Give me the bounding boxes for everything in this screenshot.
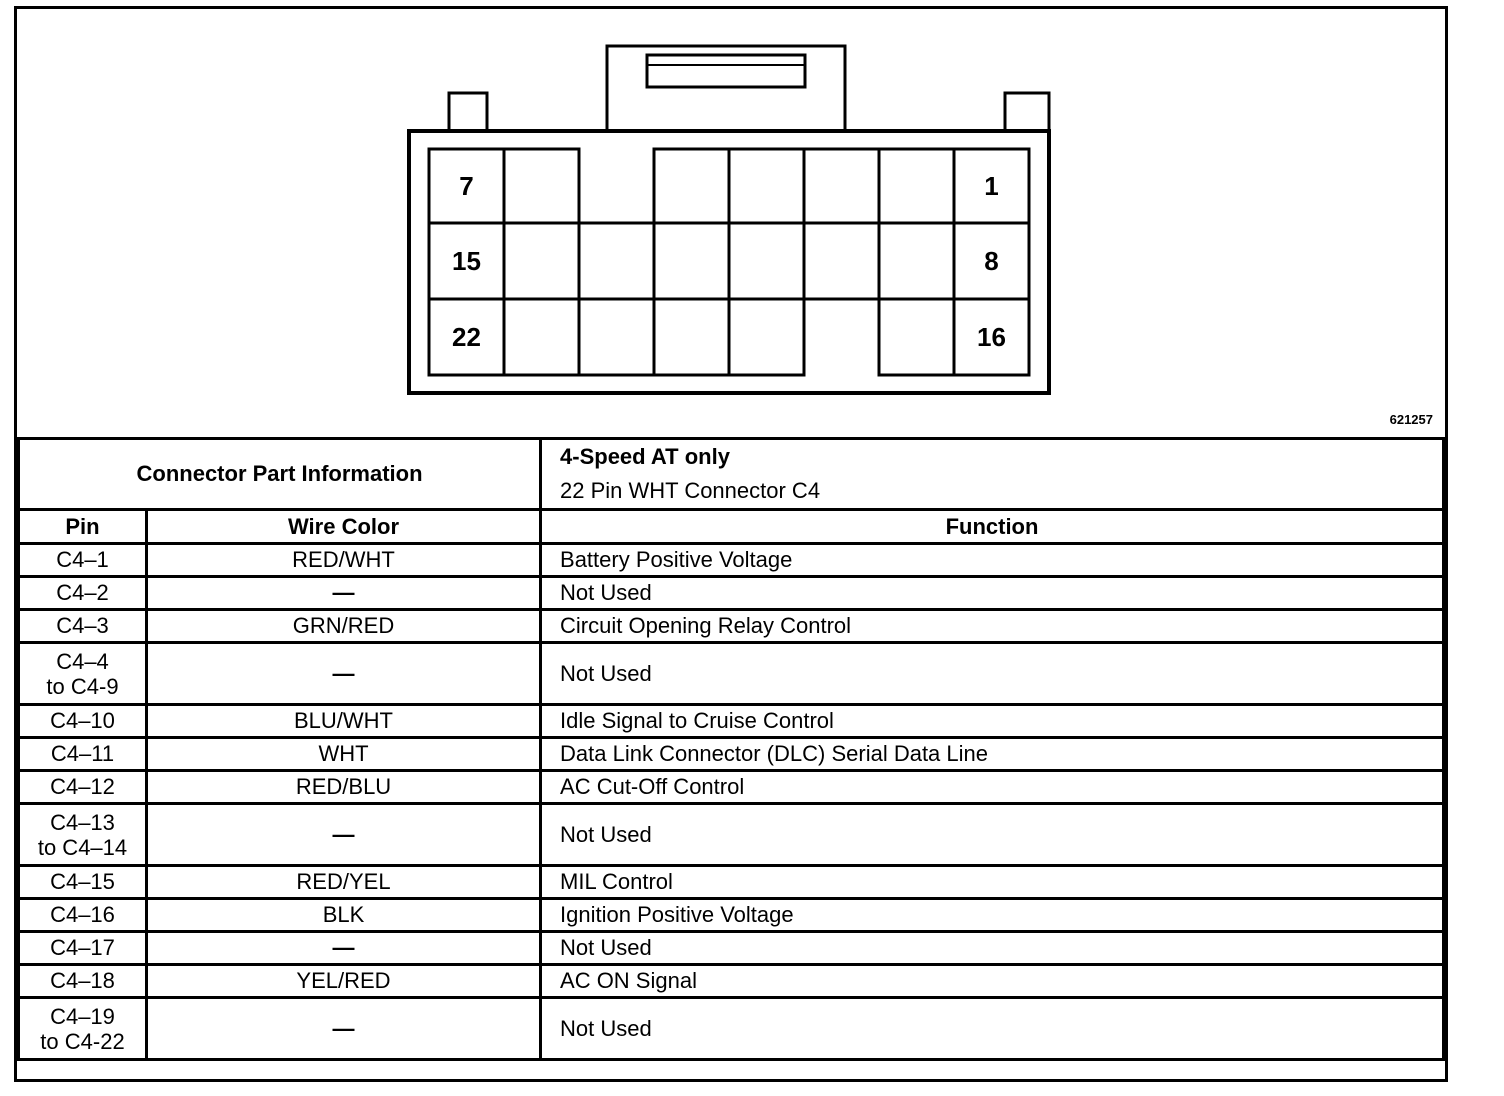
pin-function: Data Link Connector (DLC) Serial Data Line [541,738,1444,771]
pin-id: to C4–14 [37,834,128,860]
table-row [19,998,1444,1060]
pin-number-label: 1 [984,171,999,201]
col-header-function: Function [541,510,1444,544]
pin-cell [579,299,654,375]
wire-color: BLK [147,899,541,932]
pin-cell [879,223,954,299]
header-row [19,510,1444,544]
pin-number-label: 22 [452,322,481,352]
pin-id: C4–10 [50,708,115,733]
pin-cell [654,149,729,223]
pin-cell [504,223,579,299]
pin-function: MIL Control [541,866,1444,899]
pin-number-label: 7 [459,171,474,201]
pin-cell [579,223,654,299]
pin-function: Idle Signal to Cruise Control [541,705,1444,738]
pin-id: C4–4 [56,648,109,674]
pin-function: Not Used [541,932,1444,965]
pin-id: C4–3 [56,613,109,638]
pin-id: C4–1 [56,547,109,572]
right-ear [1005,93,1049,131]
pin-cell-text [19,610,147,643]
pin-cell [654,223,729,299]
wire-color: — [147,998,541,1060]
table-row [19,544,1444,577]
pin-number-label: 15 [452,246,481,276]
wire-color: YEL/RED [147,965,541,998]
pin-cell [729,223,804,299]
pin-function: Circuit Opening Relay Control [541,610,1444,643]
pin-id: to C4-9 [46,673,119,699]
pin-function: Not Used [541,643,1444,705]
pin-id: C4–19 [50,1003,115,1029]
pin-cell [654,299,729,375]
pin-cell-text [19,738,147,771]
pin-id: C4–15 [50,869,115,894]
pin-id: C4–11 [50,741,115,766]
pin-cell-text [19,577,147,610]
pinout-table [17,437,1445,1061]
pin-cell [504,299,579,375]
pin-cell [504,149,579,223]
pin-id: C4–12 [50,774,115,799]
pin-function: AC ON Signal [541,965,1444,998]
pin-cell [729,299,804,375]
pin-id: C4–16 [50,902,115,927]
pin-cell-text [19,705,147,738]
table-row [19,932,1444,965]
wire-color: RED/WHT [147,544,541,577]
table-row [19,965,1444,998]
pin-function: Not Used [541,804,1444,866]
part-info-row [19,439,1444,510]
pin-function: Battery Positive Voltage [541,544,1444,577]
pin-cell-text [19,965,147,998]
pin-id: to C4-22 [40,1028,125,1054]
pin-cell-text [19,899,147,932]
col-header-pin: Pin [19,510,147,544]
pin-number-label: 16 [977,322,1006,352]
pin-id: C4–18 [50,968,115,993]
connector-figure [14,6,1448,1082]
pin-cell-text [19,804,147,866]
pin-cell-text [19,643,147,705]
pin-id: C4–2 [56,580,109,605]
pin-cell-text [19,998,147,1060]
table-row [19,804,1444,866]
table-row [19,577,1444,610]
wire-color: — [147,577,541,610]
part-info-label: Connector Part Information [19,439,541,510]
col-header-wire-color: Wire Color [147,510,541,544]
pin-cell-text [19,866,147,899]
figure-id: 621257 [1389,412,1433,427]
pin-cell [879,299,954,375]
part-info-line-1: 4-Speed AT only [560,444,730,469]
table-row [19,738,1444,771]
pin-cell-text [19,544,147,577]
part-info-details [541,439,1444,510]
pin-id: C4–17 [50,935,115,960]
pin-number-label: 8 [984,246,999,276]
pin-id: C4–13 [50,809,115,835]
wire-color: — [147,804,541,866]
table-row [19,643,1444,705]
wire-color: BLU/WHT [147,705,541,738]
wire-color: — [147,643,541,705]
table-row [19,866,1444,899]
table-row [19,771,1444,804]
table-row [19,899,1444,932]
table-row [19,705,1444,738]
pin-function: Ignition Positive Voltage [541,899,1444,932]
pin-function: AC Cut-Off Control [541,771,1444,804]
connector-diagram [17,9,1445,437]
pin-cell [879,149,954,223]
wire-color: RED/BLU [147,771,541,804]
wire-color: RED/YEL [147,866,541,899]
wire-color: — [147,932,541,965]
wire-color: WHT [147,738,541,771]
pin-cell [804,149,879,223]
pin-function: Not Used [541,998,1444,1060]
part-info-line-2: 22 Pin WHT Connector C4 [560,478,821,503]
table-row [19,610,1444,643]
left-ear [449,93,487,131]
pin-cell-text [19,771,147,804]
latch-slot [647,55,805,87]
pin-cell [729,149,804,223]
pin-function: Not Used [541,577,1444,610]
wire-color: GRN/RED [147,610,541,643]
pin-cell-text [19,932,147,965]
pin-cell [804,223,879,299]
